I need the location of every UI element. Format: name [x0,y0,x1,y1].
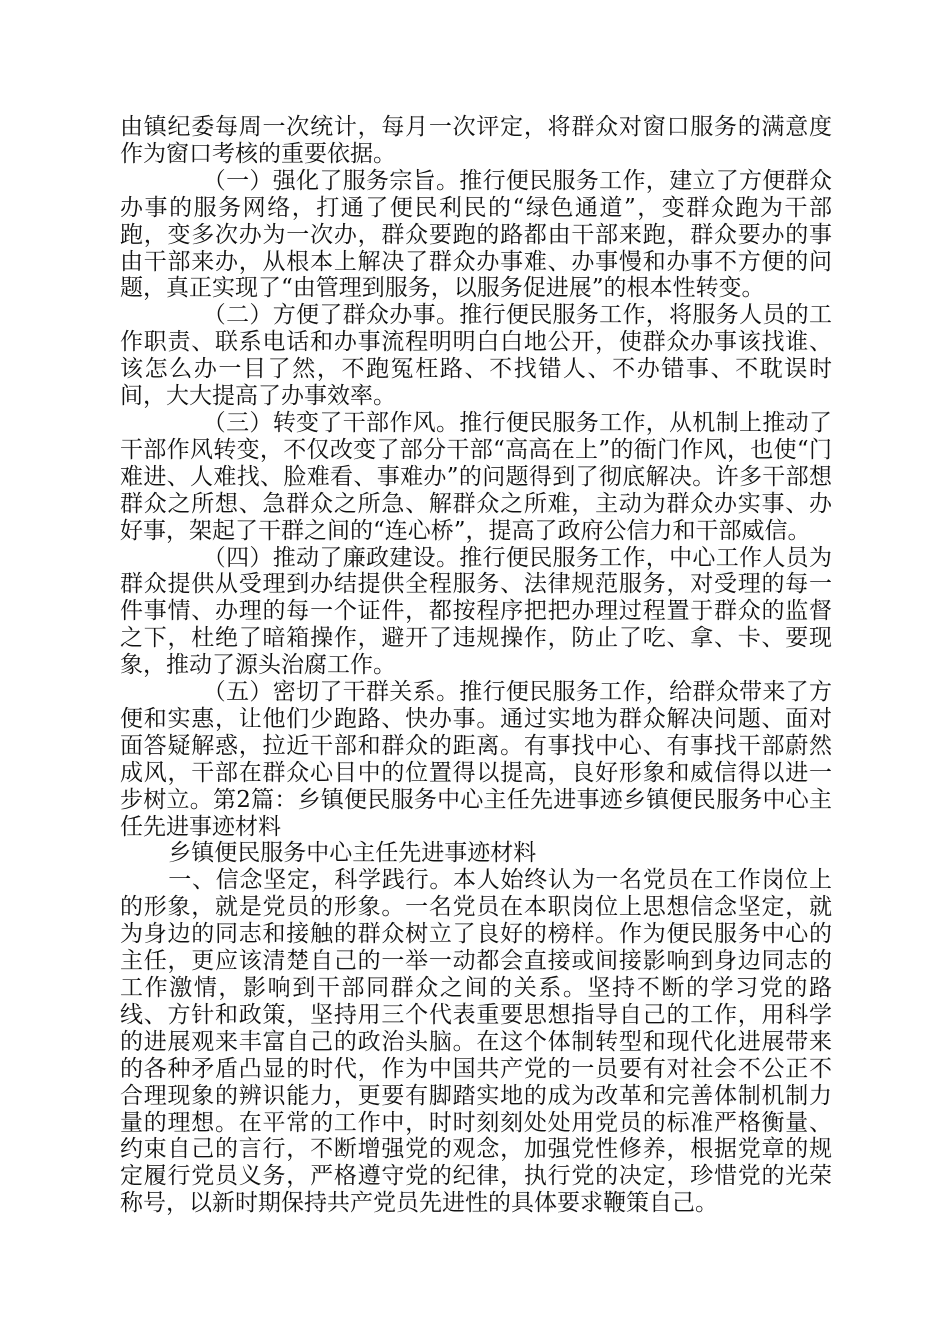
paragraph-continuation: 由镇纪委每周一次统计，每月一次评定，将群众对窗口服务的满意度作为窗口考核的重要依据。 [120,114,832,167]
paragraph-section-5: （五）密切了干群关系。推行便民服务工作，给群众带来了方便和实惠，让他们少跑路、快办事。通过实地为群众解决问题、面对面答疑解惑，拉近干部和群众的距离。有事找中心、有事找干部蔚然成风，干部在群众心目中的位置得以提高，良好形象和威信得以进一步树立。第2篇：乡镇便民服务中心主任先进事迹乡镇便民服务中心主任先进事迹材料 [120,679,832,840]
paragraph-section-1: （一）强化了服务宗旨。推行便民服务工作，建立了方便群众办事的服务网络，打通了便民利民的“绿色通道”，变群众跑为干部跑，变多次办为一次办，群众要跑的路都由干部来跑，群众要办的事由干部来办，从根本上解决了群众办事难、办事慢和办事不方便的问题，真正实现了“由管理到服务，以服务促进展”的根本性转变。 [120,167,832,302]
paragraph-belief: 一、信念坚定，科学践行。本人始终认为一名党员在工作岗位上的形象，就是党员的形象。一名党员在本职岗位上思想信念坚定，就为身边的同志和接触的群众树立了良好的榜样。作为便民服务中心的主任，更应该清楚自己的一举一动都会直接或间接影响到身边同志的工作激情，影响到干部同群众之间的关系。坚持不断的学习党的路线、方针和政策，坚持用三个代表重要思想指导自己的工作，用科学的进展观来丰富自己的政治头脑。在这个体制转型和现代化进展带来的各种矛盾凸显的时代，作为中国共产党的一员要有对社会不公正不合理现象的辨识能力，更要有脚踏实地的成为改革和完善体制机制力量的理想。在平常的工作中，时时刻刻处处用党员的标准严格衡量、约束自己的言行，不断增强党的观念，加强党性修养，根据党章的规定履行党员义务，严格遵守党的纪律，执行党的决定，珍惜党的光荣称号，以新时期保持共产党员先进性的具体要求鞭策自己。 [120,867,832,1217]
paragraph-section-2: （二）方便了群众办事。推行便民服务工作，将服务人员的工作职责、联系电话和办事流程明明白白地公开，使群众办事该找谁、该怎么办一目了然，不跑冤枉路、不找错人、不办错事、不耽误时间，大大提高了办事效率。 [120,302,832,410]
paragraph-section-3: （三）转变了干部作风。推行便民服务工作，从机制上推动了干部作风转变，不仅改变了部分干部“高高在上”的衙门作风，也使“门难进、人难找、脸难看、事难办”的问题得到了彻底解决。许多干部想群众之所想、急群众之所急、解群众之所难，主动为群众办实事、办好事，架起了干群之间的“连心桥”，提高了政府公信力和干部威信。 [120,409,832,544]
document-page [120,114,832,1217]
article-title: 乡镇便民服务中心主任先进事迹材料 [168,840,537,867]
paragraph-section-4: （四）推动了廉政建设。推行便民服务工作，中心工作人员为群众提供从受理到办结提供全程服务、法律规范服务，对受理的每一件事情、办理的每一个证件，都按程序把把办理过程置于群众的监督之下，杜绝了暗箱操作，避开了违规操作，防止了吃、拿、卡、要现象，推动了源头治腐工作。 [120,544,832,679]
